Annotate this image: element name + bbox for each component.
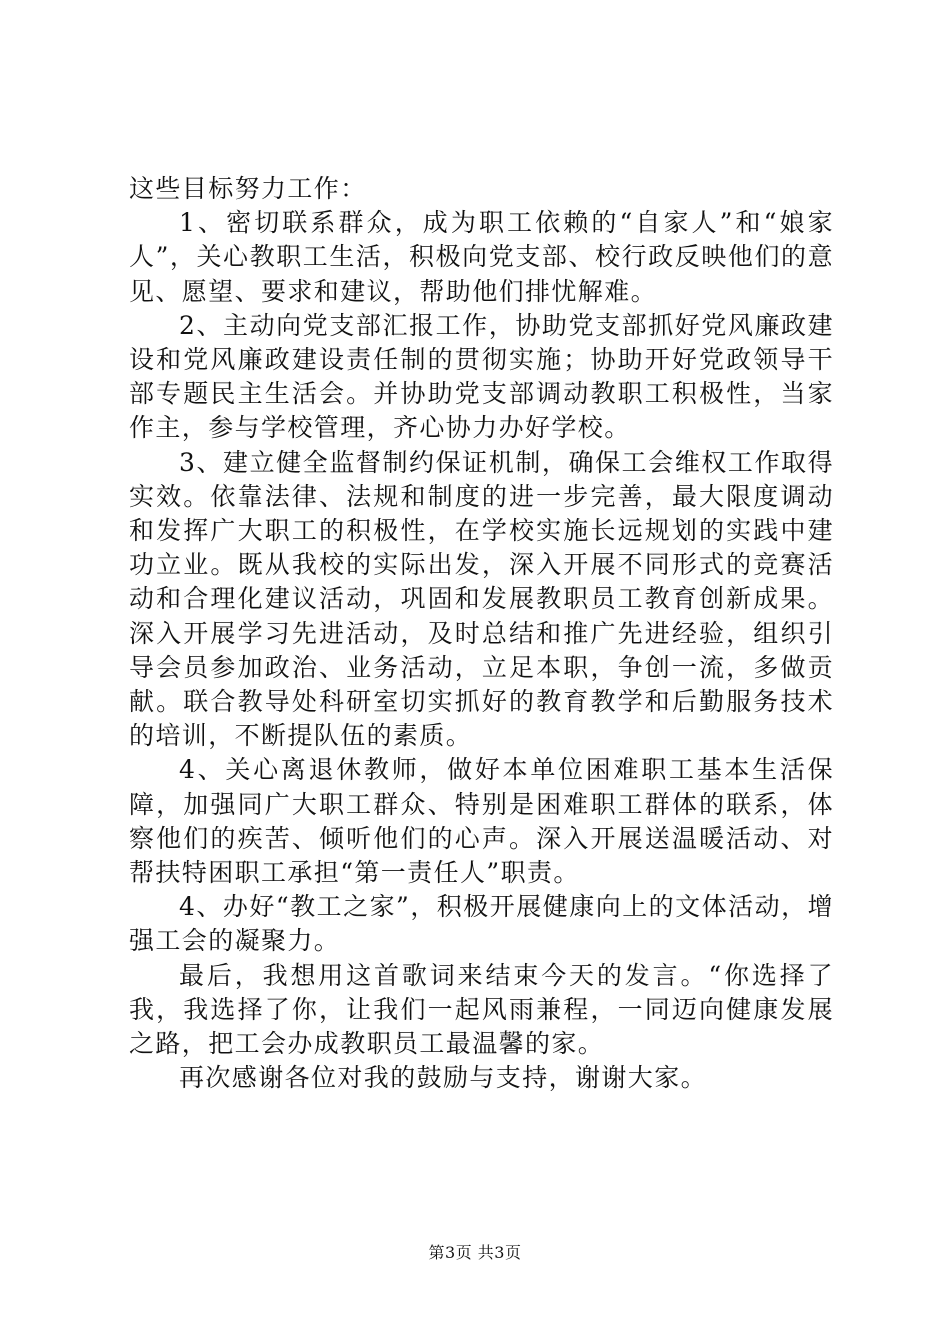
paragraph-intro: 这些目标努力工作： — [129, 174, 367, 203]
paragraph-closing: 最后，我想用这首歌词来结束今天的发言。“你选择了我，我选择了你，让我们一起风雨兼程，一同迈向健康发展之路，把工会办成教职员工最温馨的家。 — [129, 960, 834, 1059]
paragraph-item-5: 4、办好“教工之家”，积极开展健康向上的文体活动，增强工会的凝聚力。 — [129, 892, 834, 956]
paragraph-item-1: 1、密切联系群众，成为职工依赖的“自家人”和“娘家人”，关心教职工生活，积极向党支部、校行政反映他们的意见、愿望、要求和建议，帮助他们排忧解难。 — [129, 208, 834, 306]
paragraph-item-2: 2、主动向党支部汇报工作，协助党支部抓好党风廉政建设和党风廉政建设责任制的贯彻实施；协助开好党政领导干部专题民主生活会。并协助党支部调动教职工积极性，当家作主，参与学校管理，齐心协力办好学校。 — [129, 310, 834, 443]
paragraph-item-4: 4、关心离退休教师，做好本单位困难职工基本生活保障，加强同广大职工群众、特别是困难职工群体的联系，体察他们的疾苦、倾听他们的心声。深入开展送温暖活动、对帮扶特困职工承担“第一责任人”职责。 — [129, 755, 834, 888]
page-number-footer: 第3页 共3页 — [428, 1243, 522, 1262]
document-body — [129, 172, 834, 1095]
paragraph-item-3: 3、建立健全监督制约保证机制，确保工会维权工作取得实效。依靠法律、法规和制度的进一步完善，最大限度调动和发挥广大职工的积极性，在学校实施长远规划的实践中建功立业。既从我校的实际出发，深入开展不同形式的竞赛活动和合理化建议活动，巩固和发展教职员工教育创新成果。深入开展学习先进活动，及时总结和推广先进经验，组织引导会员参加政治、业务活动，立足本职，争创一流，多做贡献。联合教导处科研室切实抓好的教育教学和后勤服务技术的培训，不断提队伍的素质。 — [129, 447, 834, 751]
paragraph-thanks: 再次感谢各位对我的鼓励与支持，谢谢大家。 — [179, 1063, 708, 1093]
